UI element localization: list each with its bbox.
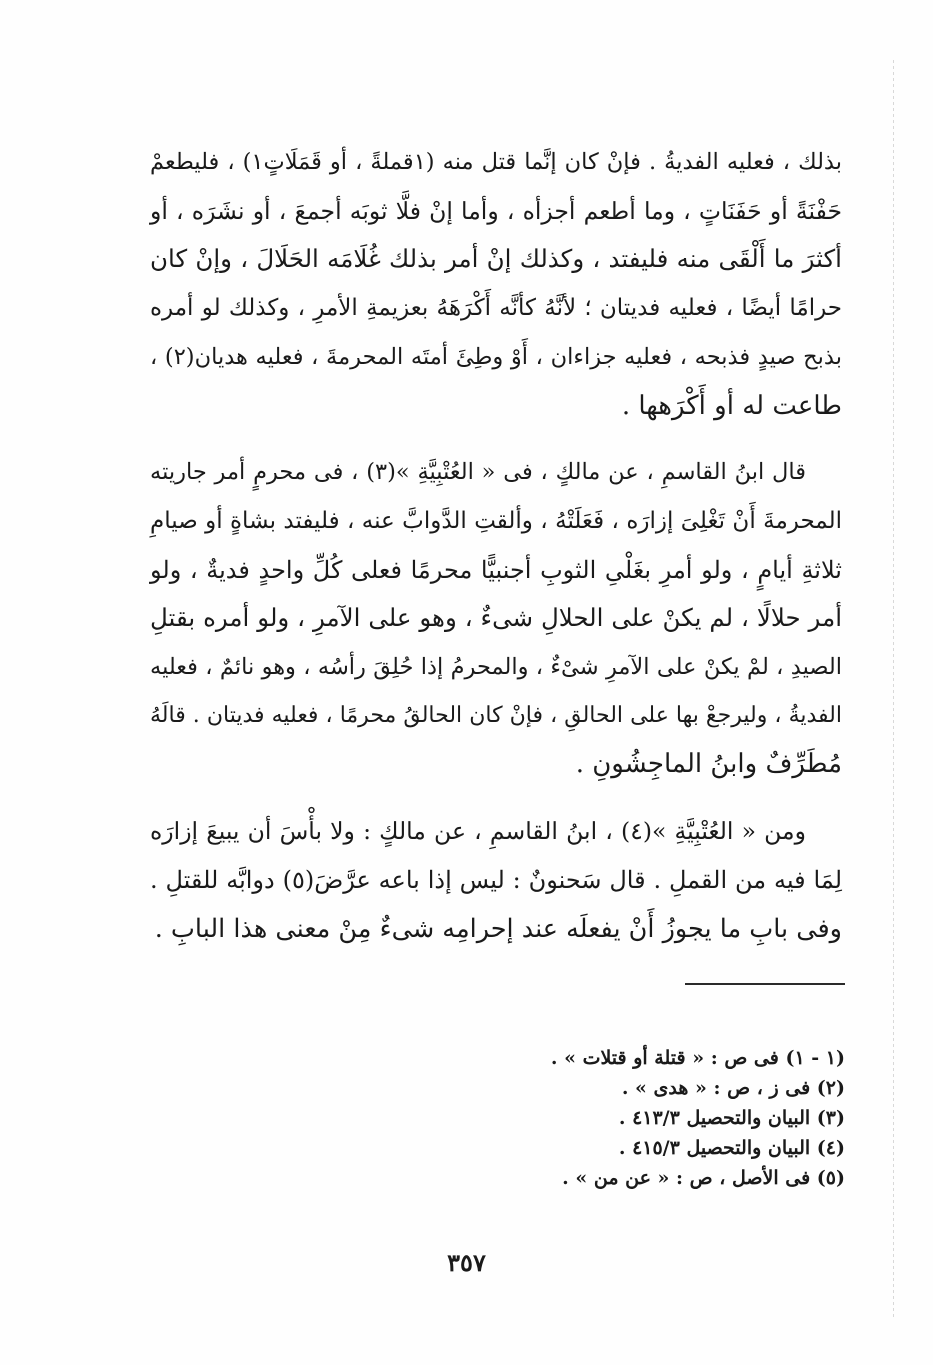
- paragraph-2: [150, 448, 842, 789]
- text-line: ثلاثةِ أيامٍ ، ولو أمرِ بغَلْىِ الثوبِ أجنبيًّا محرمًا فعلى كُلِّ واحدٍ فديةٌ ، ولو: [150, 555, 842, 584]
- footnote-separator: [685, 983, 845, 985]
- text-line: ومن « العُتْبِيَّةِ »(٤) ، ابنُ القاسمِ ، عن مالكٍ : ولا بأْسَ أن يبيعَ إزارَه: [150, 817, 806, 846]
- paragraph-3: [150, 807, 842, 953]
- footnote: (٢) فى ز ، ص : « هدى » .: [621, 1077, 845, 1099]
- text-line: وفى بابِ ما يجوزُ أَنْ يفعلَه عند إحرامِه شىءٌ مِنْ معنى هذا البابِ .: [154, 913, 842, 944]
- text-line: المحرمةَ أَنْ تَغْلِىَ إزارَه ، فَعَلَتْهُ ، وألقتِ الدَّوابَّ عنه ، فليفتد بشاةٍ أو صيامِ: [150, 507, 842, 534]
- footnote: (٣) البيان والتحصيل ٤١٣/٣ .: [618, 1107, 845, 1129]
- footnote: (١ - ١) فى ص : « قتلة أو قتلات » .: [550, 1047, 845, 1069]
- text-line: بذلك ، فعليه الفديةُ . فإنْ كان إنَّما قتل منه (١قملةً ، أو قَمَلَاتٍ١) ، فليطعمْ: [150, 149, 843, 175]
- footnotes: [460, 1043, 845, 1193]
- text-line: أكثرَ ما أَلْقَى منه فليفتد ، وكذلك إنْ أمر بذلك غُلَامَه الحَلَالَ ، وإنْ كان: [150, 244, 842, 274]
- text-line: أمر حلالًا ، لم يكنْ على الحلالِ شىءٌ ، وهو على الآمرِ ، ولو أمره بقتلِ: [150, 603, 842, 633]
- main-text: [150, 138, 842, 971]
- text-line: حرامًا أيضًا ، فعليه فديتان ؛ لأنَّهُ كأنَّه أَكْرَهَهُ بعزيمةِ الأمرِ ، وكذلك لو أمره: [150, 295, 842, 322]
- text-line: مُطَرِّفٌ وابنُ الماجِشُونِ .: [575, 749, 842, 780]
- page-number: ٣٥٧: [447, 1248, 486, 1277]
- scan-edge-line: [893, 60, 894, 1320]
- text-line: بذبح صيدٍ فذبحه ، فعليه جزاءان ، أَوْ وطِئَ أمتَه المحرمةَ ، فعليه هديان(٢) ،: [150, 343, 842, 370]
- text-line: قال ابنُ القاسمِ ، عن مالكٍ ، فى « العُتْبِيَّةِ »(٣) ، فى محرمٍ أمر جاريته: [150, 459, 806, 486]
- text-line: طاعت له أو أَكْرَهها .: [621, 390, 842, 421]
- text-line: حَفْنَةً أو حَفَنَاتٍ ، وما أطعم أجزأه ، وأما إنْ فلَّا ثوبَه أجمعَ ، أو نشَرَه ، أو: [150, 196, 842, 225]
- footnote: (٤) البيان والتحصيل ٤١٥/٣ .: [618, 1137, 845, 1159]
- text-line: الصيدِ ، لمْ يكنْ على الآمرِ شىْءٌ ، والمحرمُ إذا حُلِقَ رأسُه ، وهو نائمٌ ، فعليه: [150, 654, 842, 681]
- text-line: الفديةُ ، وليرجعْ بها على الحالقِ ، فإنْ كان الحالقُ محرمًا ، فعليه فديتان . قالَهُ: [150, 702, 842, 728]
- text-line: لِمَا فيه من القملِ . قال سَحنونٌ : ليس إذا باعه عرَّضَ(٥) دوابَّه للقتلِ .: [150, 865, 843, 894]
- footnote: (٥) فى الأصل ، ص : « عن من » .: [562, 1167, 845, 1189]
- paragraph-1: [150, 138, 842, 430]
